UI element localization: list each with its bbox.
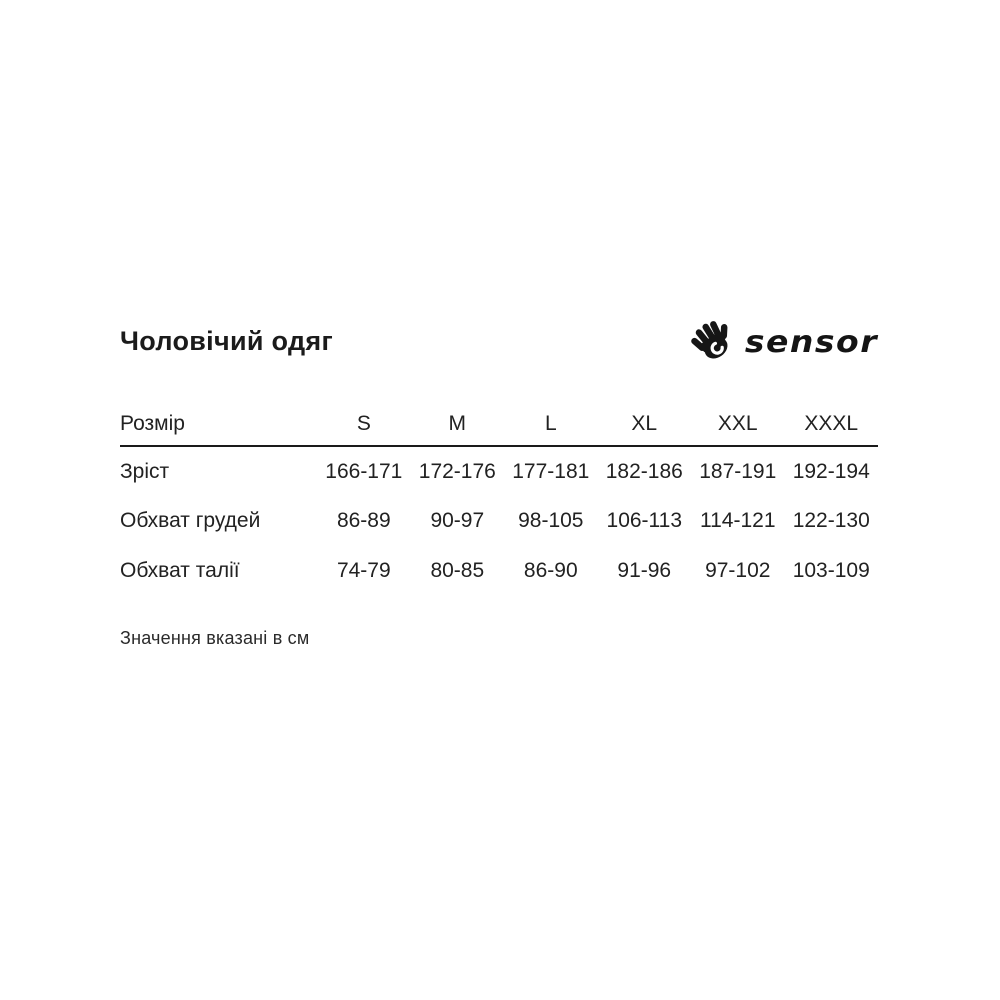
table-row-waist <box>120 546 878 596</box>
cell-height-xxxl: 192-194 <box>792 459 870 483</box>
cell-waist-s: 74-79 <box>336 559 391 582</box>
table-row-height <box>120 446 878 496</box>
cell-waist-m: 80-85 <box>430 559 485 582</box>
cell-height-m: 172-176 <box>418 459 496 483</box>
brand-wordmark: sensor <box>744 323 878 359</box>
table-row-chest <box>120 496 878 546</box>
size-table <box>120 402 878 596</box>
column-header-s: S <box>317 402 410 446</box>
cell-height-xxl: 187-191 <box>699 459 777 483</box>
cell-chest-l: 98-105 <box>518 509 584 532</box>
column-header-m: M <box>411 402 504 446</box>
cell-chest-xxl: 114-121 <box>700 509 776 532</box>
brand-logo <box>690 318 878 364</box>
cell-waist-xl: 91-96 <box>617 559 672 582</box>
cell-waist-l: 86-90 <box>523 559 578 582</box>
size-table-header-row <box>120 402 878 446</box>
cell-chest-m: 90-97 <box>430 509 485 532</box>
column-header-xxl: XXL <box>691 402 784 446</box>
column-header-xl: XL <box>598 402 691 446</box>
cell-height-s: 166-171 <box>325 459 403 483</box>
cell-waist-xxl: 97-102 <box>705 559 771 582</box>
cell-chest-xl: 106-113 <box>606 509 683 532</box>
column-header-l: L <box>504 402 597 446</box>
cell-height-l: 177-181 <box>512 459 590 483</box>
cell-chest-s: 86-89 <box>336 509 391 532</box>
column-header-xxxl: XXXL <box>785 402 879 446</box>
row-label-waist: Обхват талії <box>120 559 240 582</box>
cell-chest-xxxl: 122-130 <box>792 509 870 532</box>
cell-waist-xxxl: 103-109 <box>792 559 870 582</box>
units-note: Значення вказані в см <box>120 628 310 648</box>
row-label-chest: Обхват грудей <box>120 509 261 532</box>
hand-icon <box>690 318 736 364</box>
page-header <box>120 318 878 364</box>
page-title: Чоловічий одяг <box>120 325 334 356</box>
cell-height-xl: 182-186 <box>605 459 683 483</box>
row-label-height: Зріст <box>120 459 170 483</box>
column-header-size: Розмір <box>120 402 317 446</box>
size-chart-content <box>120 318 878 649</box>
